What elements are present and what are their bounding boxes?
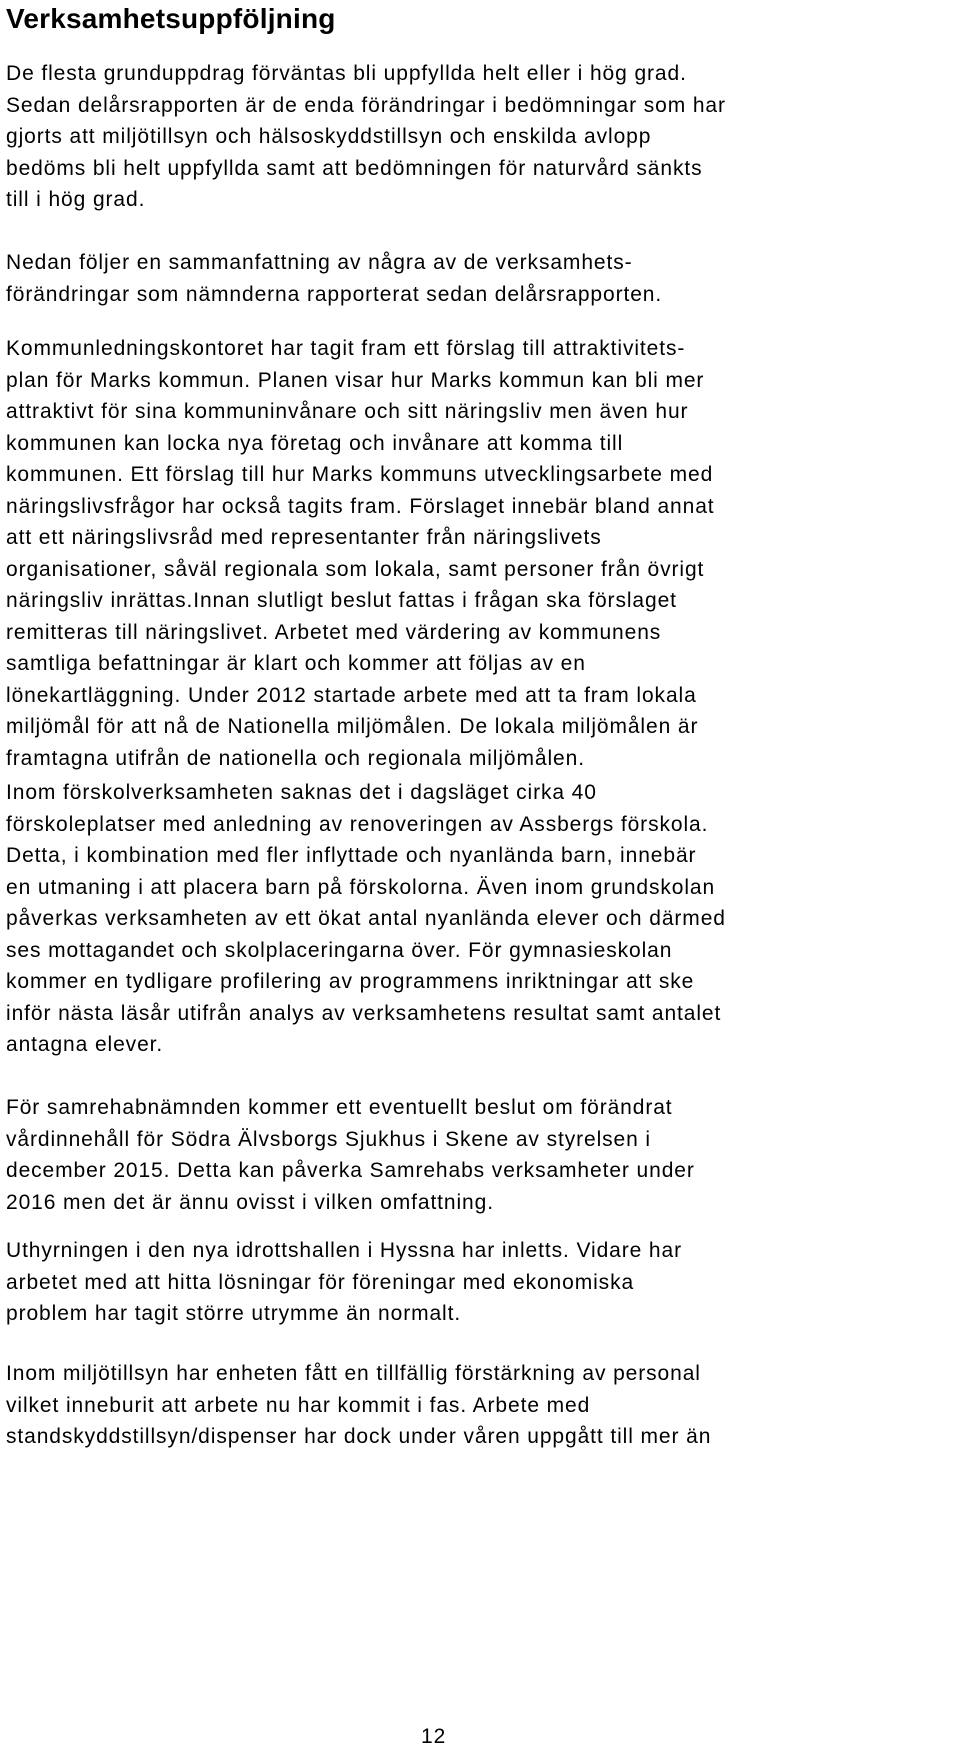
- paragraph-samrehabnamnden: [6, 1092, 695, 1218]
- text-line: Uthyrningen i den nya idrottshallen i Hyssna har inletts. Vidare har: [6, 1239, 682, 1262]
- text-line: standskyddstillsyn/dispenser har dock under våren uppgått till mer än: [6, 1425, 712, 1448]
- paragraph-forskolverksamheten: [6, 777, 726, 1061]
- text-line: december 2015. Detta kan påverka Samrehabs verksamheter under: [6, 1159, 695, 1182]
- paragraph-miljotillsyn: [6, 1358, 711, 1453]
- text-line: att ett näringslivsråd med representanter från näringslivets: [6, 526, 602, 549]
- text-line: kommer en tydligare profilering av programmens inriktningar att ske: [6, 970, 695, 993]
- text-line: organisationer, såväl regionala som lokala, samt personer från övrigt: [6, 557, 705, 581]
- text-line: Kommunledningskontoret har tagit fram ett förslag till attraktivitets-: [6, 337, 686, 360]
- text-line: förändringar som nämnderna rapporterat sedan delårsrapporten.: [6, 282, 663, 306]
- text-line: näringsliv inrättas.Innan slutligt beslut fattas i frågan ska förslaget: [6, 589, 677, 612]
- text-line: lönekartläggning. Under 2012 startade arbete med att ta fram lokala: [6, 683, 697, 707]
- text-line: kommunen kan locka nya företag och invånare att komma till: [6, 431, 624, 455]
- page-number: 12: [421, 1725, 447, 1748]
- text-line: ses mottagandet och skolplaceringarna över. För gymnasieskolan: [6, 938, 673, 962]
- text-line: miljömål för att nå de Nationella miljömålen. De lokala miljömålen är: [6, 715, 699, 738]
- text-line: remitteras till näringslivet. Arbetet med värdering av kommunens: [6, 620, 662, 644]
- text-line: samtliga befattningar är klart och kommer att följas av en: [6, 652, 586, 675]
- text-line: gjorts att miljötillsyn och hälsoskyddstillsyn och enskilda avlopp: [6, 125, 652, 148]
- text-line: framtagna utifrån de nationella och regionala miljömålen.: [6, 746, 585, 770]
- text-line: vårdinnehåll för Södra Älvsborgs Sjukhus i Skene av styrelsen i: [6, 1127, 651, 1151]
- text-line: påverkas verksamheten av ett ökat antal nyanlända elever och därmed: [6, 907, 726, 930]
- text-line: För samrehabnämnden kommer ett eventuellt beslut om förändrat: [6, 1096, 673, 1119]
- text-line: arbetet med att hitta lösningar för föreningar med ekonomiska: [6, 1270, 635, 1294]
- text-line: näringslivsfrågor har också tagits fram. Förslaget innebär bland annat: [6, 494, 715, 518]
- paragraph-kommunledningskontoret: [6, 333, 715, 774]
- document-title: Verksamhetsuppföljning: [6, 3, 336, 34]
- text-line: 2016 men det är ännu ovisst i vilken omfattning.: [6, 1190, 494, 1214]
- text-line: Detta, i kombination med fler inflyttade och nyanlända barn, innebär: [6, 844, 697, 867]
- text-line: De flesta grunduppdrag förväntas bli uppfyllda helt eller i hög grad.: [6, 62, 687, 85]
- paragraph-uthyrningen: [6, 1235, 682, 1330]
- text-line: Sedan delårsrapporten är de enda förändringar i bedömningar som har: [6, 93, 726, 117]
- text-line: kommunen. Ett förslag till hur Marks kommuns utvecklingsarbete med: [6, 463, 714, 486]
- text-line: Nedan följer en sammanfattning av några av de verksamhets-: [6, 251, 633, 274]
- text-line: plan för Marks kommun. Planen visar hur Marks kommun kan bli mer: [6, 368, 705, 392]
- text-line: attraktivt för sina kommuninvånare och sitt näringsliv men även hur: [6, 400, 689, 423]
- text-line: antagna elever.: [6, 1033, 164, 1056]
- text-line: inför nästa läsår utifrån analys av verksamhetens resultat samt antalet: [6, 1001, 722, 1025]
- text-line: till i hög grad.: [6, 188, 146, 211]
- text-line: en utmaning i att placera barn på förskolorna. Även inom grundskolan: [6, 875, 716, 899]
- text-line: Inom miljötillsyn har enheten fått en tillfällig förstärkning av personal: [6, 1362, 701, 1385]
- paragraph-sammanfattning: [6, 247, 662, 310]
- paragraph-grunduppdrag: [6, 58, 726, 216]
- text-line: vilket inneburit att arbete nu har kommit i fas. Arbete med: [6, 1393, 591, 1417]
- text-line: Inom förskolverksamheten saknas det i dagsläget cirka 40: [6, 781, 597, 804]
- text-line: problem har tagit större utrymme än normalt.: [6, 1302, 462, 1325]
- text-line: förskoleplatser med anledning av renoveringen av Assbergs förskola.: [6, 812, 709, 836]
- document-page: [6, 0, 954, 1753]
- text-line: bedöms bli helt uppfyllda samt att bedömningen för naturvård sänkts: [6, 156, 703, 180]
